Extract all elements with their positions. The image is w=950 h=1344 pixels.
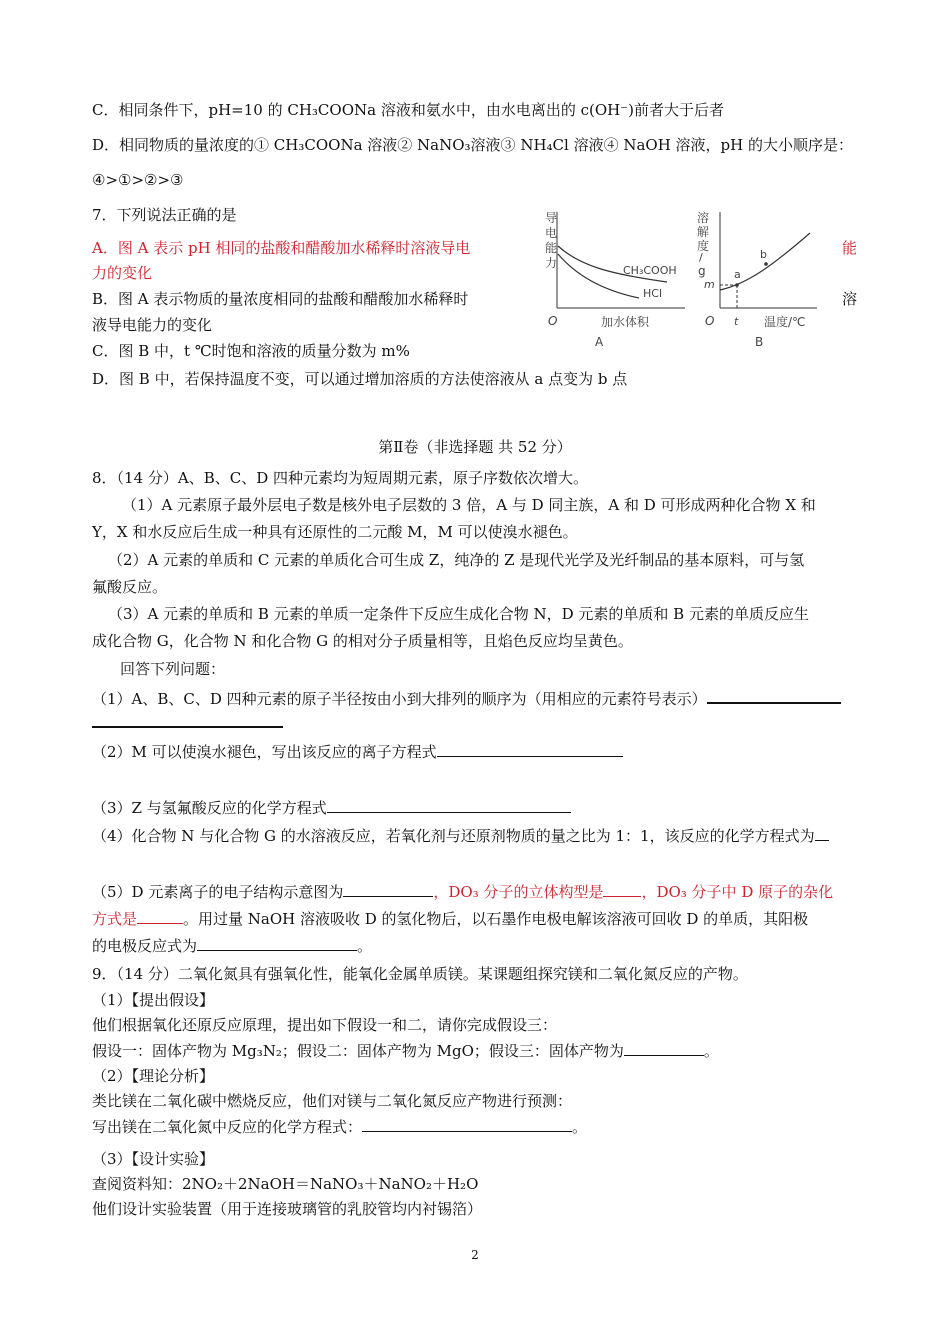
figure-a	[535, 208, 695, 353]
q8-answer-5-blank-2[interactable]	[603, 880, 641, 897]
q9-equation-text: 写出镁在二氧化氮中反应的化学方程式：	[92, 1118, 363, 1136]
figure-b-label-a: a	[734, 268, 741, 281]
q8-answer-1-text: （1）A、B、C、D 四种元素的原子半径按由小到大排列的顺序为（用相应的元素符号表示）	[92, 690, 707, 708]
figure-a-label-hcl: HCl	[643, 287, 663, 300]
figure-a-origin: O	[548, 314, 558, 328]
q8-answer-2-blank[interactable]	[437, 740, 623, 757]
q8-clue-1-line1: （1）A 元素原子最外层电子数是核外电子层数的 3 倍，A 与 D 同主族，A 和 D 可形成两种化合物 X 和	[122, 496, 816, 514]
q8-clue-1-line2: Y，X 和水反应后生成一种具有还原性的二元酸 M，M 可以使溴水褪色。	[92, 523, 578, 541]
q9-hypotheses-end: 。	[703, 1042, 719, 1060]
q7-option-d: D．图 B 中，若保持温度不变，可以通过增加溶质的方法使溶液从 a 点变为 b 点	[92, 370, 628, 388]
q7-stem: 7．下列说法正确的是	[92, 206, 237, 224]
q9-part-3: （3）【设计实验】	[92, 1150, 215, 1168]
q9-hypotheses-text: 假设一：固体产物为 Mg₃N₂；假设二：固体产物为 MgO；假设三：固体产物为	[92, 1042, 624, 1060]
q8-answer-2-text: （2）M 可以使溴水褪色，写出该反应的离子方程式	[92, 743, 437, 761]
q6-option-d-order: ④>①>②>③	[92, 171, 184, 189]
q9-part-1-intro: 他们根据氧化还原反应原理，提出如下假设一和二，请你完成假设三：	[92, 1016, 558, 1034]
q8-clue-3-line2: 成化合物 G，化合物 N 和化合物 G 的相对分子质量相等，且焰色反应均呈黄色。	[92, 632, 633, 650]
section-title: 第Ⅱ卷（非选择题 共 52 分）	[378, 438, 572, 456]
q9-part-2: （2）【理论分析】	[92, 1067, 215, 1085]
q7-option-a-line2: 力的变化	[92, 264, 153, 282]
figure-a-caption: A	[595, 335, 604, 349]
q8-answer-2	[92, 740, 623, 763]
figure-b-ylabel-2: 解	[697, 225, 710, 239]
q7-option-b-line2: 液导电能力的变化	[92, 316, 213, 334]
figure-a-ylabel-2: 电	[545, 226, 558, 240]
figure-b-point-b	[764, 262, 768, 266]
figure-b-label-b: b	[760, 248, 767, 261]
q8-answer-5-text-e: 。用过量 NaOH 溶液吸收 D 的氢化物后，以石墨作电极电解该溶液可回收 D 的单质，其阳极	[183, 910, 809, 928]
q9-apparatus: 他们设计实验装置（用于连接玻璃管的乳胶管均内衬锡箔）	[92, 1200, 483, 1218]
q8-answer-1-blank[interactable]	[707, 686, 841, 704]
figure-b-ylabel-4: /	[699, 251, 703, 264]
figure-b-ylabel-5: g	[698, 264, 706, 278]
q8-clue-3-line1: （3）A 元素的单质和 B 元素的单质一定条件下反应生成化合物 N，D 元素的单质和 B 元素的单质反应生	[108, 605, 809, 623]
q8-answer-5-line3	[92, 934, 372, 957]
figure-a-ylabel-3: 能	[545, 241, 558, 255]
q8-answer-5-blank-4[interactable]	[197, 934, 357, 951]
q8-answer-3-text: （3）Z 与氢氟酸反应的化学方程式	[92, 799, 327, 817]
figure-a-label-ch3cooh: CH₃COOH	[623, 264, 677, 277]
q8-clue-2-line2: 氟酸反应。	[92, 578, 168, 596]
figure-a-ylabel-4: 力	[545, 256, 558, 270]
figure-b-point-a	[735, 283, 739, 287]
q8-answer-3-blank[interactable]	[327, 796, 571, 813]
figure-b-origin: O	[705, 314, 715, 328]
q9-hypotheses	[92, 1039, 719, 1062]
figure-b-solubility-curve	[720, 233, 810, 290]
q8-answer-1	[92, 686, 841, 710]
q8-answer-4-blank[interactable]	[815, 824, 829, 841]
figure-a-x-label: 加水体积	[601, 315, 650, 329]
q7-option-a-line1: A．图 A 表示 pH 相同的盐酸和醋酸加水稀释时溶液导电	[92, 239, 471, 257]
q6-option-c: C．相同条件下，pH=10 的 CH₃COONa 溶液和氨水中，由水电离出的 c(OH⁻)前者大于后者	[92, 101, 725, 119]
q7-option-b-end: 溶	[842, 290, 858, 308]
q6-option-d: D．相同物质的量浓度的① CH₃COONa 溶液② NaNO₃溶液③ NH₄Cl 溶液④ NaOH 溶液，pH 的大小顺序是：	[92, 136, 854, 154]
q8-answer-5-text-b: ，DO₃ 分子的立体构型是	[433, 883, 604, 901]
page-number: 2	[471, 1248, 479, 1262]
q9-hypothesis-3-blank[interactable]	[624, 1039, 704, 1056]
q8-answer-5-line2	[92, 907, 808, 930]
figure-b-x-label: 温度/℃	[764, 315, 806, 329]
q9-equation	[92, 1115, 587, 1138]
q8-answer-5-blank-1[interactable]	[343, 880, 433, 897]
figure-b-ylabel-3: 度	[697, 239, 710, 253]
q9-stem: 9．（14 分）二氧化氮具有强氧化性，能氧化金属单质镁。某课题组探究镁和二氧化氮反应的产物。	[92, 965, 748, 983]
figure-b	[692, 208, 842, 353]
q8-answer-5-line1	[92, 880, 833, 903]
q8-answer-5-text-g: 。	[357, 937, 373, 955]
figure-a-ylabel-1: 导	[545, 211, 558, 225]
figure-b-label-m: m	[704, 278, 715, 291]
q8-answer-5-text-f: 的电极反应式为	[92, 937, 198, 955]
q9-reference: 查阅资料知：2NO₂＋2NaOH＝NaNO₃＋NaNO₂＋H₂O	[92, 1175, 479, 1193]
q7-option-c: C．图 B 中，t ℃时饱和溶液的质量分数为 m%	[92, 342, 410, 360]
q7-option-b-line1: B．图 A 表示物质的量浓度相同的盐酸和醋酸加水稀释时	[92, 290, 469, 308]
q8-answer-5-text-a: （5）D 元素离子的电子结构示意图为	[92, 883, 344, 901]
q8-answer-4-text: （4）化合物 N 与化合物 G 的水溶液反应，若氧化剂与还原剂物质的量之比为 1：1，该反应的化学方程式为	[92, 827, 815, 845]
q8-answer-3	[92, 796, 571, 819]
q9-part-2-intro: 类比镁在二氧化碳中燃烧反应，他们对镁与二氧化氮反应产物进行预测：	[92, 1092, 573, 1110]
q8-answer-1-blank-cont[interactable]	[92, 726, 283, 728]
q8-ask: 回答下列问题：	[120, 660, 226, 678]
figure-b-label-t: t	[734, 315, 739, 328]
q9-equation-end: 。	[572, 1118, 588, 1136]
figure-b-caption: B	[755, 335, 764, 349]
q8-answer-5-text-d: 方式是	[92, 910, 138, 928]
q9-part-1: （1）【提出假设】	[92, 991, 215, 1009]
q9-equation-blank[interactable]	[362, 1115, 572, 1132]
q8-answer-5-text-c: ，DO₃ 分子中 D 原子的杂化	[641, 883, 834, 901]
q8-answer-5-blank-3[interactable]	[137, 907, 183, 924]
q7-option-a-end: 能	[842, 239, 858, 257]
figure-b-ylabel-1: 溶	[697, 211, 710, 225]
q8-stem: 8．（14 分）A、B、C、D 四种元素均为短周期元素，原子序数依次增大。	[92, 469, 589, 487]
q8-clue-2-line1: （2）A 元素的单质和 C 元素的单质化合可生成 Z，纯净的 Z 是现代光学及光纤制品的基本原料，可与氢	[108, 551, 805, 569]
q8-answer-4	[92, 824, 829, 847]
